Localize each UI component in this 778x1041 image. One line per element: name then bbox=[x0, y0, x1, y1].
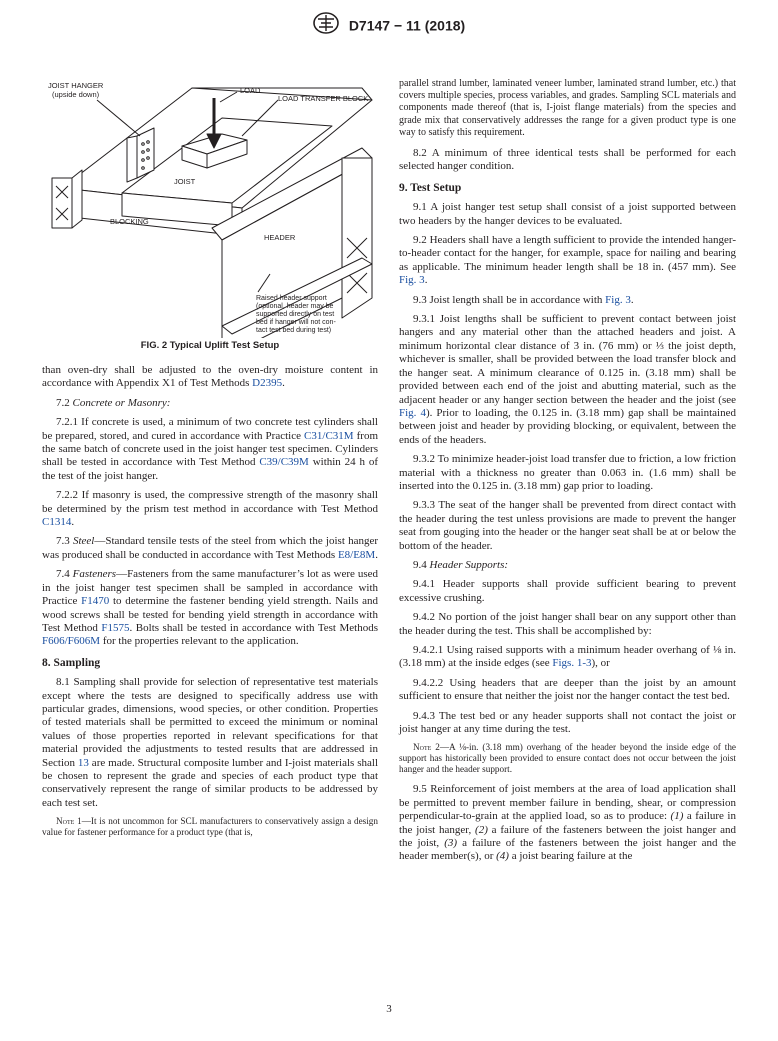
link-d2395[interactable]: D2395 bbox=[252, 377, 283, 390]
link-section-13[interactable]: 13 bbox=[77, 756, 89, 769]
section-7-2: 7.2 Concrete or Masonry: bbox=[56, 396, 171, 409]
label-joist-hanger: JOIST HANGER bbox=[48, 81, 104, 90]
label-raised-support-5: tact test bed during test) bbox=[256, 327, 332, 334]
page-header bbox=[0, 12, 778, 39]
label-joist: JOIST bbox=[174, 177, 196, 186]
section-9-3-1: 9.3.1 Joist lengths shall be sufficient to prevent contact between joist hangers and any material other than the attached headers and joist. A minimum horizontal clear distance of 3 in. (76 mm) or ⅓ the joist depth, whichever is smaller, shall be provided between the load transfer block and the hanger seat. A minimum clearance of 0.125 in. (3.18 mm) shall be provided between each end of the joist and abutting material, such as the adjacent header or any hanger section between the header and the joist (see Fig. 4). Prior to loading, the 0.125 in. (3.18 mm) gap shall be maintained between joist and header by providing blocking, or equivalent, between the ends of the headers. bbox=[399, 313, 736, 446]
note-2: Note 2—A ⅛-in. (3.18 mm) overhang of the header beyond the inside edge of the support has historically been provided to ensure contact does not occur between the joist hanger and the header support. bbox=[399, 742, 736, 775]
section-8-2: 8.2 A minimum of three identical tests shall be performed for each selected hanger condition. bbox=[399, 147, 736, 173]
link-figs-1-3[interactable]: Figs. 1-3 bbox=[552, 657, 592, 670]
label-raised-support-4: bed if hanger will not con- bbox=[256, 319, 336, 326]
section-9-4-2: 9.4.2 No portion of the joist hanger shall bear on any support other than the header during the test. This shall be accomplished by: bbox=[399, 611, 736, 637]
section-9-4-1: 9.4.1 Header supports shall provide sufficient bearing to prevent excessive crushing. bbox=[399, 578, 736, 604]
label-blocking: BLOCKING bbox=[110, 217, 149, 226]
section-9-5: 9.5 Reinforcement of joist members at the area of load application shall be permitted to prevent member failure in bending, shear, or compression perpendicular-to-grain at the applied load, so as to produce: (1) a failure in the joist hanger, (2) a failure of the fasteners between the joist hanger and the joist, (3) a failure of the fasteners between the joist hanger and the header member(s), or (4) a joist bearing failure at the bbox=[399, 783, 737, 863]
link-fig-3-b[interactable]: Fig. 3 bbox=[605, 293, 631, 306]
note-1: Note 1—It is not uncommon for SCL manufacturers to conservatively assign a design value for fastener performance for a product type (that is, bbox=[42, 816, 378, 838]
label-header: HEADER bbox=[264, 233, 296, 242]
section-9-4: 9.4 Header Supports: bbox=[413, 558, 509, 571]
link-fig-3[interactable]: Fig. 3 bbox=[399, 274, 425, 287]
link-fig-4[interactable]: Fig. 4 bbox=[399, 406, 426, 419]
left-column bbox=[42, 364, 378, 846]
uplift-test-setup-figure bbox=[42, 78, 378, 338]
heading-test-setup: 9. Test Setup bbox=[399, 181, 462, 194]
section-9-4-2-2: 9.4.2.2 Using headers that are deeper than the joist by an amount sufficient to ensure that neither the joist nor the hanger contact the test bed. bbox=[399, 676, 736, 703]
label-upside-down: (upside down) bbox=[52, 90, 100, 99]
link-e8[interactable]: E8/E8M bbox=[337, 548, 376, 561]
section-9-4-2-1: 9.4.2.1 Using raised supports with a minimum header overhang of ⅛ in. (3.18 mm) at the inside edges (see Figs. 1-3), or bbox=[399, 644, 736, 670]
label-raised-support-1: Raised header support bbox=[256, 295, 327, 302]
standard-designation: D7147 − 11 (2018) bbox=[348, 17, 466, 34]
figure-caption: FIG. 2 Typical Uplift Test Setup bbox=[140, 340, 280, 351]
heading-sampling: 8. Sampling bbox=[42, 656, 101, 669]
note-1-continued: parallel strand lumber, laminated veneer lumber, laminated strand lumber, etc.) that covers multiple species, process variables, and grades. Sampling SCL materials and components made thereof (that is, I-joist flange materials) from the species and grade mix that conservatively addresses the range for a given product type is one way to satisfy this requirement. bbox=[399, 78, 736, 138]
section-9-1: 9.1 A joist hanger test setup shall consist of a joist supported between two headers by the hanger devices to be evaluated. bbox=[399, 201, 736, 227]
label-load: LOAD bbox=[240, 86, 261, 95]
link-f1575[interactable]: F1575 bbox=[101, 621, 130, 634]
label-raised-support-3: supported directly on test bbox=[256, 311, 335, 318]
label-load-transfer-block: LOAD TRANSFER BLOCK bbox=[278, 94, 369, 103]
link-c31[interactable]: C31/C31M bbox=[304, 429, 354, 442]
section-7-2-2: 7.2.2 If masonry is used, the compressive strength of the masonry shall be determined by the prism test method in accordance with Test Method C1314. bbox=[42, 489, 378, 529]
page-number: 3 bbox=[386, 1003, 392, 1015]
section-7-3: 7.3 Steel—Standard tensile tests of the steel from which the joist hanger was produced shall be conducted in accordance with Test Methods E8/E8M. bbox=[42, 535, 379, 561]
link-c39[interactable]: C39/C39M bbox=[259, 456, 309, 469]
section-7-4: 7.4 Fasteners—Fasteners from the same manufacturer’s lot as were used in the joist hanger test specimen shall be sampled in accordance with Practice F1470 to determine the fastener bending yield strength. Nails and wood screws shall be tested for bending yield strength in accordance with Test Method F1575. Bolts shall be tested in accordance with Test Methods F606/F606M for the properties relevant to the application. bbox=[42, 568, 379, 648]
section-9-3-3: 9.3.3 The seat of the hanger shall be prevented from direct contact with the header during the test unless provisions are made to prevent the hanger seat from gouging into the header or the hanger seat shall be at or below the bottom of the header. bbox=[399, 499, 736, 552]
link-f606[interactable]: F606/F606M bbox=[42, 635, 101, 648]
astm-logo-icon bbox=[313, 12, 339, 39]
section-8-1: 8.1 Sampling shall provide for selection of representative test materials except where the tests are designed to specifically address use with particular grades, dimensions, wood species, or other condition. Properties of tested materials shall be permitted to exceed the minimum or nominal values of those properties reported in relevant specifications for that material provided the adjustments to tested results that are addressed in Section 13 are made. Structural composite lumber and I-joist materials shall be chosen to represent the grade and species of each product type that conservatively represent the range of similar products to be addressed by each test set. bbox=[42, 676, 379, 809]
right-column bbox=[399, 78, 736, 870]
section-7-2-1: 7.2.1 If concrete is used, a minimum of two concrete test cylinders shall be prepared, stored, and cured in accordance with Practice C31/C31M from the same batch of concrete used in the joist hanger test specimen. Cylinders shall be tested in accordance with Test Method C39/C39M within 24 h of the test of the joist hanger. bbox=[42, 416, 378, 482]
section-9-3: 9.3 Joist length shall be in accordance with Fig. 3. bbox=[413, 293, 634, 306]
section-9-4-3: 9.4.3 The test bed or any header supports shall not contact the joist or joist hanger at any time during the test. bbox=[399, 709, 736, 736]
link-f1470[interactable]: F1470 bbox=[81, 595, 110, 608]
link-c1314[interactable]: C1314 bbox=[42, 516, 72, 529]
section-9-3-2: 9.3.2 To minimize header-joist load transfer due to friction, a low friction material with a thickness no greater than 0.063 in. (1.6 mm) shall be inserted into the 0.125 in. (3.18 mm) gap prior to loading. bbox=[399, 453, 736, 492]
paragraph-moisture: than oven-dry shall be adjusted to the oven-dry moisture content in accordance with Appendix X1 of Test Methods D2395. bbox=[42, 364, 378, 390]
label-raised-support-2: (optional, header may be bbox=[256, 303, 334, 310]
section-9-2: 9.2 Headers shall have a length sufficient to provide the intended hanger-to-header contact for the hanger, for example, space for nailing and bearing as applicable. The minimum header length shall be 18 in. (457 mm). See Fig. 3. bbox=[399, 234, 736, 287]
